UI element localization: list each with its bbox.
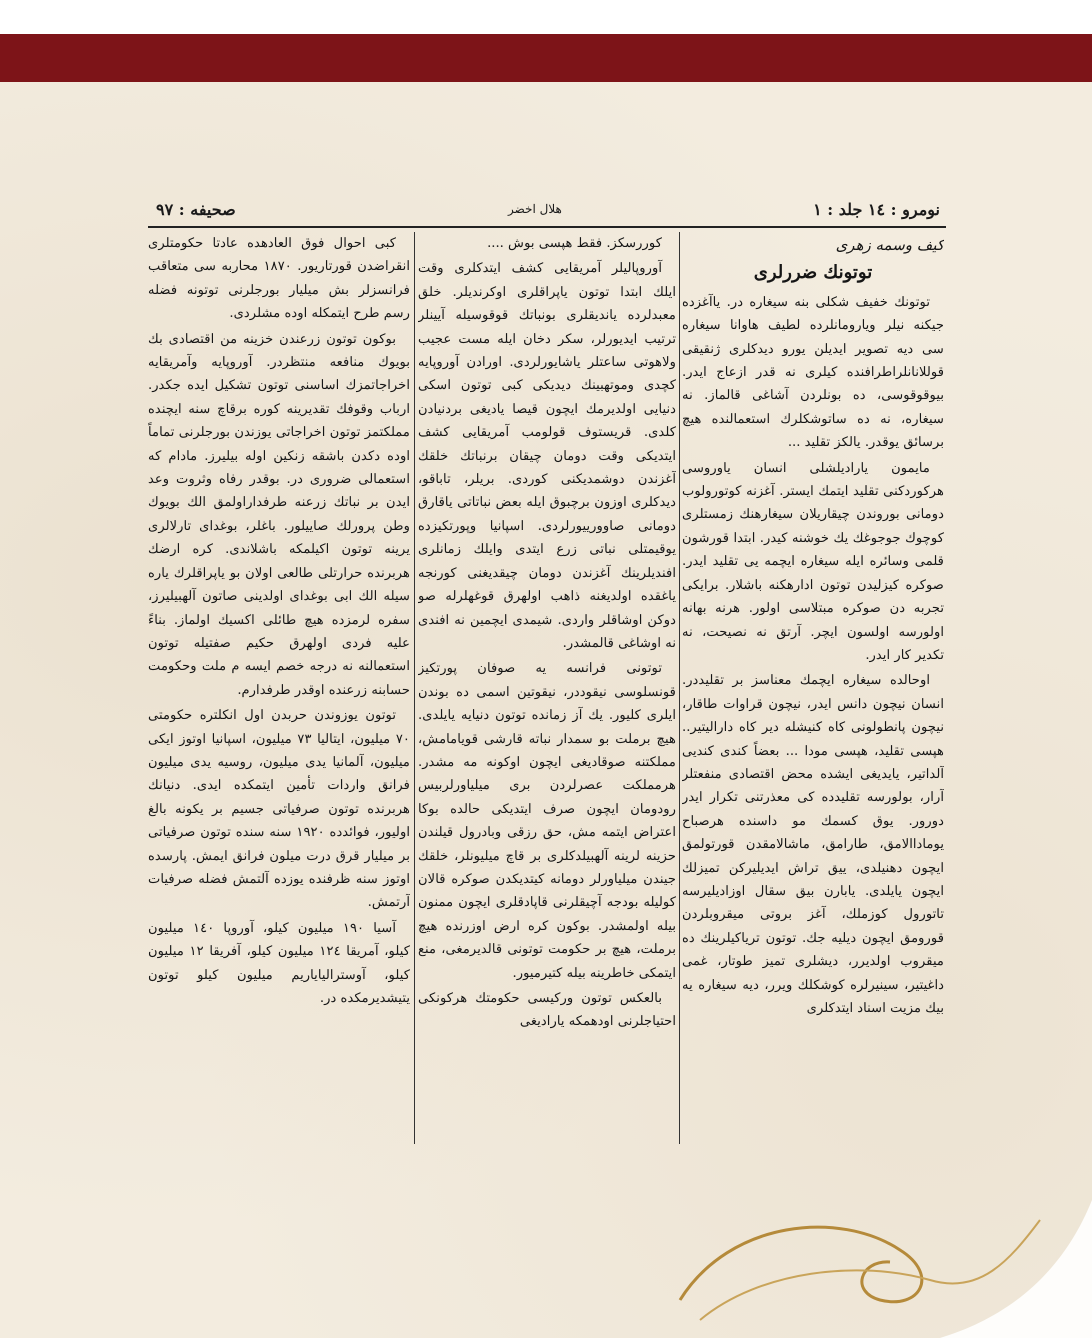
- header-rule: [148, 226, 946, 228]
- issue-volume: نومرو : ١٤ جلد : ١: [813, 200, 940, 219]
- left-column: [148, 232, 410, 1142]
- paragraph: اوحالده سيغاره ايچمك معناسز بر تقليددر. انسان نيچون دانس ايدر، نيچون قراوات طاقار، نيچون پانطولونى كاه كنيشله دير كاه داراليتير.. هپسى تقليد، هپسى مودا ... بعضاً كندى كنديى آلداتير، يايديغى ايشده محض اقتصادى منفعتلر آرار، بولورسه تقليدده كى معذرتنى تكرار ايدر دورور. يوق كسمك مو داسنده هرصباح يوماداالامق، طارامق، ماشالامقدن قورتولمق ايچون دهنيلدى، ييق تراش ايديليركن تميزلك ايچون يايلدى. يابارن بيق سقال اوزاديليرسه تاتورول كوزملك، آغز بروتى ميقروبلردن قورومق ايچون ديليه جك. توتون ترياكيلرينك ده ميقروب اولديرر، ديشلرى تميز طوتار، غمى داغيتير، سينيرلره كوشكلك ويرر، ديه سيغاره يه بيك مزيت اسناد ايتدكلرى: [682, 673, 944, 1016]
- paragraph: بالعكس توتون وركيسى حكومتك هركونكى احتياجلرنى اودهمكه ياراديغى: [418, 991, 676, 1030]
- journal-title: هلال اخضر: [508, 202, 562, 216]
- paragraph: توتون يوزوندن حربدن اول انكلتره حكومتى ٧٠ ميليون، ايتاليا ٧٣ ميليون، اسپانيا اوتوز ايكى ميليون، آلمانيا يدى ميليون، روسيه يدى ميليون فرانق واردات تأمين ايتمكده ايدى. دنيانك هربرنده توتون صرفياتى جسيم بر يكونه بالغ اوليور، فوائدده ١٩٢٠ سنه سنده توتون صرفياتى بر ميليار قرق درت ميلون فرانق ايمش. پارسده اوتوز سنه ظرفنده يوزده آلتمش فضله صرفيات آرتمش.: [148, 708, 410, 911]
- paragraph: توتونك خفيف شكلى بنه سيغاره در. ياآغزده جيكنه نيلر ويارومانلرده لطيف هاوانا سيغاره سى ديه تصوير ايديلن يورو ديدكلرى ژنقيقى قوللانانلراطرافنده كيلرى نه قدر ازعاج ايدر. بيوقوقوسى، ده بونلردن آشاغى قالماز. نه سيغاره، نه ده ساتوشكلرك استعمالنده هيچ برسائق يوقدر. يالكز تقليد ...: [682, 294, 944, 451]
- top-white-strip: [0, 0, 1092, 34]
- decorative-swirl: [640, 1180, 1092, 1338]
- paragraph: توتونى فرانسه يه صوفان پورتكيز قونسلوسى نيقوددر، نيقوتين اسمى ده بوندن ايلرى كليور. يك آز زمانده توتون دنيايه يايلدى. هيچ برملت بو سمدار نباته قارشى قويامامش، مملكتنه صوقاديغى ايچون اوكونه مه مشدر. هرمملكت عصرلردن برى ميلياورلربيس رودومان ايچون صرف ايتديكى حالده بوكا اعتراض ايتمه مش، حق رزقى وبادرول قيلندن حزينه لرينه آلهبيلدكلرى بر قاچ ميليونلر، خلقك جيندن ميلياورلر دومانه كيتديكدن صوكره قالان كوليله بودجه آچيقلرنى قاپادقلرى ايچون ممنون بيله اولمشدر. بوكون كره ارض اوزرنده هيچ برملت، هيچ بر حكومت توتونى قالديرمغى، منع ايتمكى خاطرينه بيله كتيرميور.: [418, 661, 676, 981]
- column-divider-left: [414, 232, 415, 1144]
- paragraph: مايمون ياراديلشلى انسان ياوروسى هركوردكنى تقليد ايتمك ايستر. آغزنه كوتورولوب دومانى بوروندن چيقاريلان سيغارهنك زمستلرى كوچوك جوجوغك يك خوشنه كيدر. ابتدا قورشون قلمى وسائره ايله سيغاره ايچمه يى تقليد ايدر. صوكره كيزليدن توتون ادارهكنه باشلار. برايكى تجربه دن صوكره مبتلاسى اولور. هرنه بهانه اولورسه اولسون ايچر. آرتق نه نصيحت، نه تكدير كار ايدر.: [682, 460, 944, 663]
- paragraph: آسيا ١٩٠ ميليون كيلو، آوروپا ١٤٠ ميليون كيلو، آمريقا ١٢٤ ميليون كيلو، آفريقا ١٢ ميليون كيلو، آوسترالياياريم ميليون كيلو توتون يتيشديرمكده در.: [148, 920, 410, 1006]
- swirl-curve: [680, 1227, 922, 1302]
- section-title: كيف وسمه زهرى: [835, 236, 944, 254]
- column-divider-right: [679, 232, 680, 1144]
- paragraph: كبى احوال فوق العادهده عادتا حكومتلرى انقراضدن قورتاريور. ١٨٧٠ محاربه سى متعاقب فرانسزلر بش ميليار بورجلرنى توتونه فضله رسم طرح ايتمكله اوده مشلردى.: [148, 236, 410, 322]
- paragraph: كوررسكز. فقط هپسى بوش ....: [487, 236, 662, 251]
- page-number: صحيفه : ٩٧: [156, 200, 236, 219]
- page-header: [148, 198, 946, 228]
- paragraph: بوكون توتون زرعندن خزينه من اقتصادى بك بويوك منافعه منتظردر. آوروپايه وآمريقايه اخراجاتمزك اساسنى توتون تشكيل ايده جكدر. ارباب وقوفك تقديرينه كوره برقاچ سنه ايچنده مملكتمز توتون اخراجاتى يوزندن بورجلرنى تماماً اوده دكدن باشقه زنكين اوله بيليرز. مادام كه استعمالى ضرورى در. بوقدر رفاه وثروت وعد ايدن بر نباتك زرعنه طرفداراولمق الك بويوك وطن پرورلك صاييلور. باغلر، بوغداى تارلالرى يرينه توتون اكيلمكه باشلاندى. كره ارضك هربرنده حرارتلى طالعى اولان بو ياپراقلرك ياره سيله الك ابى بوغداى اولدينى صاتون آلهبيليرز، سفره لرمزده هيچ طائلى اكسيك اولماز. بناءً عليه فردى اولهرق حكيم صفتيله توتون استعمالنه نه درجه خصم ايسه م ملت وحكومت حسابنه زرعنده اوقدر طرفدارم.: [148, 331, 410, 698]
- top-banner: [0, 0, 1092, 82]
- right-column: [682, 232, 944, 1142]
- paragraph: آوروپاليلر آمريقايى كشف ايتدكلرى وقت ايلك ابتدا توتون ياپراقلرى اوكرنديلر. خلق معبدلرده يانديقلرى بونباتك قوقوسيله آيينلر ترتيب ايديورلر، سكر دخان ايله مست عجيب ولاهوتى ساعتلر ياشايورلردى. اورادن آوروپايه كچدى وموتهبينك ديديكى كبى توتون اسكى دنيايى اولديرمك ايچون قيصا ياديغى بردنيادن كلدى. قريستوف قولومب آمريقايى كشف ايتديكى وقت دومان چيقان برنباتك خلقك آغزندن دوشمديكنى كوردى. بريلر، تاباقو، ديدكلرى اوزون برچبوق ايله بعض نباتاتى ياقارق دومانى صاوورييورلردى. اسپانيا وپورتكيزده يوقيمتلى نباتى زرع ايتدى وايلك زمانلرى افنديلرينك آغزندن دومان چيقديغنى كورنجه ياغقده اولديغنه ذاهب اولهرق قوغهلرله صو دوكن اوشاقلر واردى. شيمدى ايچمين نه افندى نه اوشاغى قالمشدر.: [418, 261, 676, 651]
- page-curl: [940, 1200, 1092, 1338]
- article-title: توتونك ضررلرى: [753, 262, 873, 284]
- middle-column: [418, 232, 676, 1142]
